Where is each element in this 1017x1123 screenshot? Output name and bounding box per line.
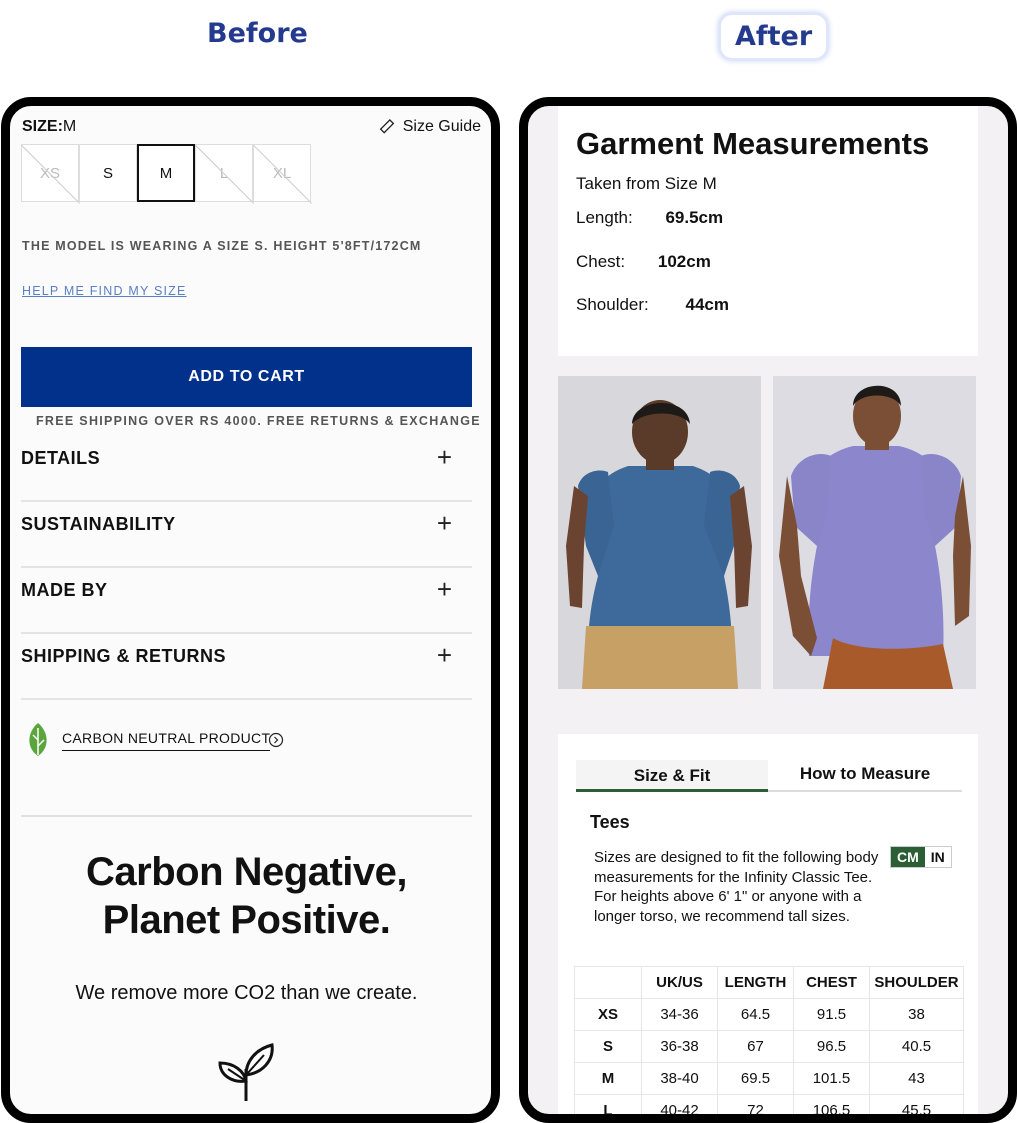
size-label-text: SIZE:: [22, 118, 63, 135]
table-cell: 45.5: [870, 1095, 964, 1123]
table-cell: 69.5: [718, 1063, 794, 1095]
table-cell: M: [575, 1063, 642, 1095]
table-header-row: [575, 967, 964, 999]
sprout-icon: [216, 1039, 276, 1103]
section-title-tees: Tees: [590, 812, 630, 832]
measurement-chest: [576, 252, 711, 272]
hero-heading: [21, 848, 472, 944]
table-cell: 38-40: [642, 1063, 718, 1095]
shipping-note: FREE SHIPPING OVER RS 4000. FREE RETURNS & EXCHANGE: [36, 414, 481, 428]
plus-icon: +: [436, 574, 452, 604]
accordion-label: MADE BY: [21, 580, 108, 600]
description-paragraph-2: For heights above 6' 1" or anyone with a longer torso, we recommend tall sizes.: [594, 888, 862, 925]
hero-line-2: Planet Positive.: [102, 898, 391, 942]
table-cell: 101.5: [794, 1063, 870, 1095]
table-header: SHOULDER: [870, 967, 964, 999]
measurement-value: 44cm: [685, 295, 729, 314]
measurement-value: 69.5cm: [665, 208, 724, 227]
size-option-xs[interactable]: XS: [21, 144, 79, 202]
table-cell: L: [575, 1095, 642, 1123]
measurement-shoulder: [576, 295, 729, 315]
accordion-details[interactable]: [21, 436, 472, 502]
accordion-label: SUSTAINABILITY: [21, 514, 176, 534]
table-header: [575, 967, 642, 999]
hero-line-1: Carbon Negative,: [86, 850, 407, 894]
size-option-m[interactable]: M: [137, 144, 195, 202]
table-header: LENGTH: [718, 967, 794, 999]
model-back-photo: [558, 376, 761, 689]
accordion-sustainability[interactable]: [21, 502, 472, 568]
measurement-label: Shoulder:: [576, 295, 649, 314]
table-cell: 91.5: [794, 999, 870, 1031]
description-paragraph-1: Sizes are designed to fit the following body measurements for the Infinity Classic Tee.: [594, 849, 879, 886]
size-chart-card: [558, 734, 978, 1123]
model-size-note: THE MODEL IS WEARING A SIZE S. HEIGHT 5'8FT/172CM: [22, 239, 422, 253]
table-cell: 40-42: [642, 1095, 718, 1123]
model-front-photo: [773, 376, 976, 689]
section-divider: [21, 815, 472, 817]
after-heading: After: [718, 12, 829, 61]
size-selector: [21, 144, 311, 202]
table-cell: 67: [718, 1031, 794, 1063]
leaf-icon: [24, 722, 52, 758]
garment-measurements-subtitle: Taken from Size M: [576, 174, 717, 193]
unit-toggle: [890, 846, 952, 868]
before-heading: Before: [207, 18, 308, 49]
before-phone: [1, 97, 500, 1123]
selected-size-value: M: [62, 118, 77, 135]
table-cell: 36-38: [642, 1031, 718, 1063]
size-guide-label: Size Guide: [402, 118, 481, 135]
table-row: [575, 1063, 964, 1095]
ruler-icon: [379, 119, 395, 135]
garment-measurements-title: Garment Measurements: [576, 126, 930, 161]
unit-cm-button[interactable]: CM: [891, 847, 925, 867]
table-cell: 72: [718, 1095, 794, 1123]
plus-icon: +: [436, 508, 452, 538]
table-header: UK/US: [642, 967, 718, 999]
table-cell: 38: [870, 999, 964, 1031]
table-cell: 106.5: [794, 1095, 870, 1123]
hero-subtext: We remove more CO2 than we create.: [75, 982, 418, 1004]
size-label: [22, 118, 76, 136]
measurement-value: 102cm: [657, 252, 711, 271]
accordion-label: SHIPPING & RETURNS: [21, 646, 227, 666]
table-row: [575, 999, 964, 1031]
table-cell: 96.5: [794, 1031, 870, 1063]
table-cell: 40.5: [870, 1031, 964, 1063]
size-description: [594, 848, 894, 926]
plus-icon: +: [436, 640, 452, 670]
table-cell: XS: [575, 999, 642, 1031]
after-phone: [519, 97, 1017, 1123]
measurement-label: Chest:: [576, 252, 626, 271]
size-option-xl[interactable]: XL: [253, 144, 311, 202]
size-option-s[interactable]: S: [79, 144, 137, 202]
table-cell: 64.5: [718, 999, 794, 1031]
table-header: CHEST: [794, 967, 870, 999]
carbon-neutral-link[interactable]: [24, 722, 284, 758]
table-cell: 43: [870, 1063, 964, 1095]
garment-measurements-card: [558, 106, 978, 356]
table-cell: 34-36: [642, 999, 718, 1031]
carbon-neutral-label: CARBON NEUTRAL PRODUCT: [62, 730, 270, 751]
accordion-made-by[interactable]: [21, 568, 472, 634]
unit-in-button[interactable]: IN: [930, 849, 945, 865]
size-table: [574, 966, 964, 1123]
plus-icon: +: [436, 442, 452, 472]
table-row: [575, 1095, 964, 1123]
help-find-size-link[interactable]: HELP ME FIND MY SIZE: [22, 284, 187, 298]
measurement-length: [576, 208, 723, 228]
tab-size-fit[interactable]: Size & Fit: [576, 760, 768, 792]
table-cell: S: [575, 1031, 642, 1063]
size-option-l[interactable]: L: [195, 144, 253, 202]
add-to-cart-button[interactable]: ADD TO CART: [21, 347, 472, 407]
measurement-label: Length:: [576, 208, 633, 227]
table-row: [575, 1031, 964, 1063]
size-guide-link[interactable]: [379, 118, 481, 136]
accordion-shipping-returns[interactable]: [21, 634, 472, 700]
tab-how-to-measure[interactable]: How to Measure: [768, 760, 962, 792]
chevron-right-circle-icon: [268, 732, 284, 748]
accordion-label: DETAILS: [21, 448, 101, 468]
